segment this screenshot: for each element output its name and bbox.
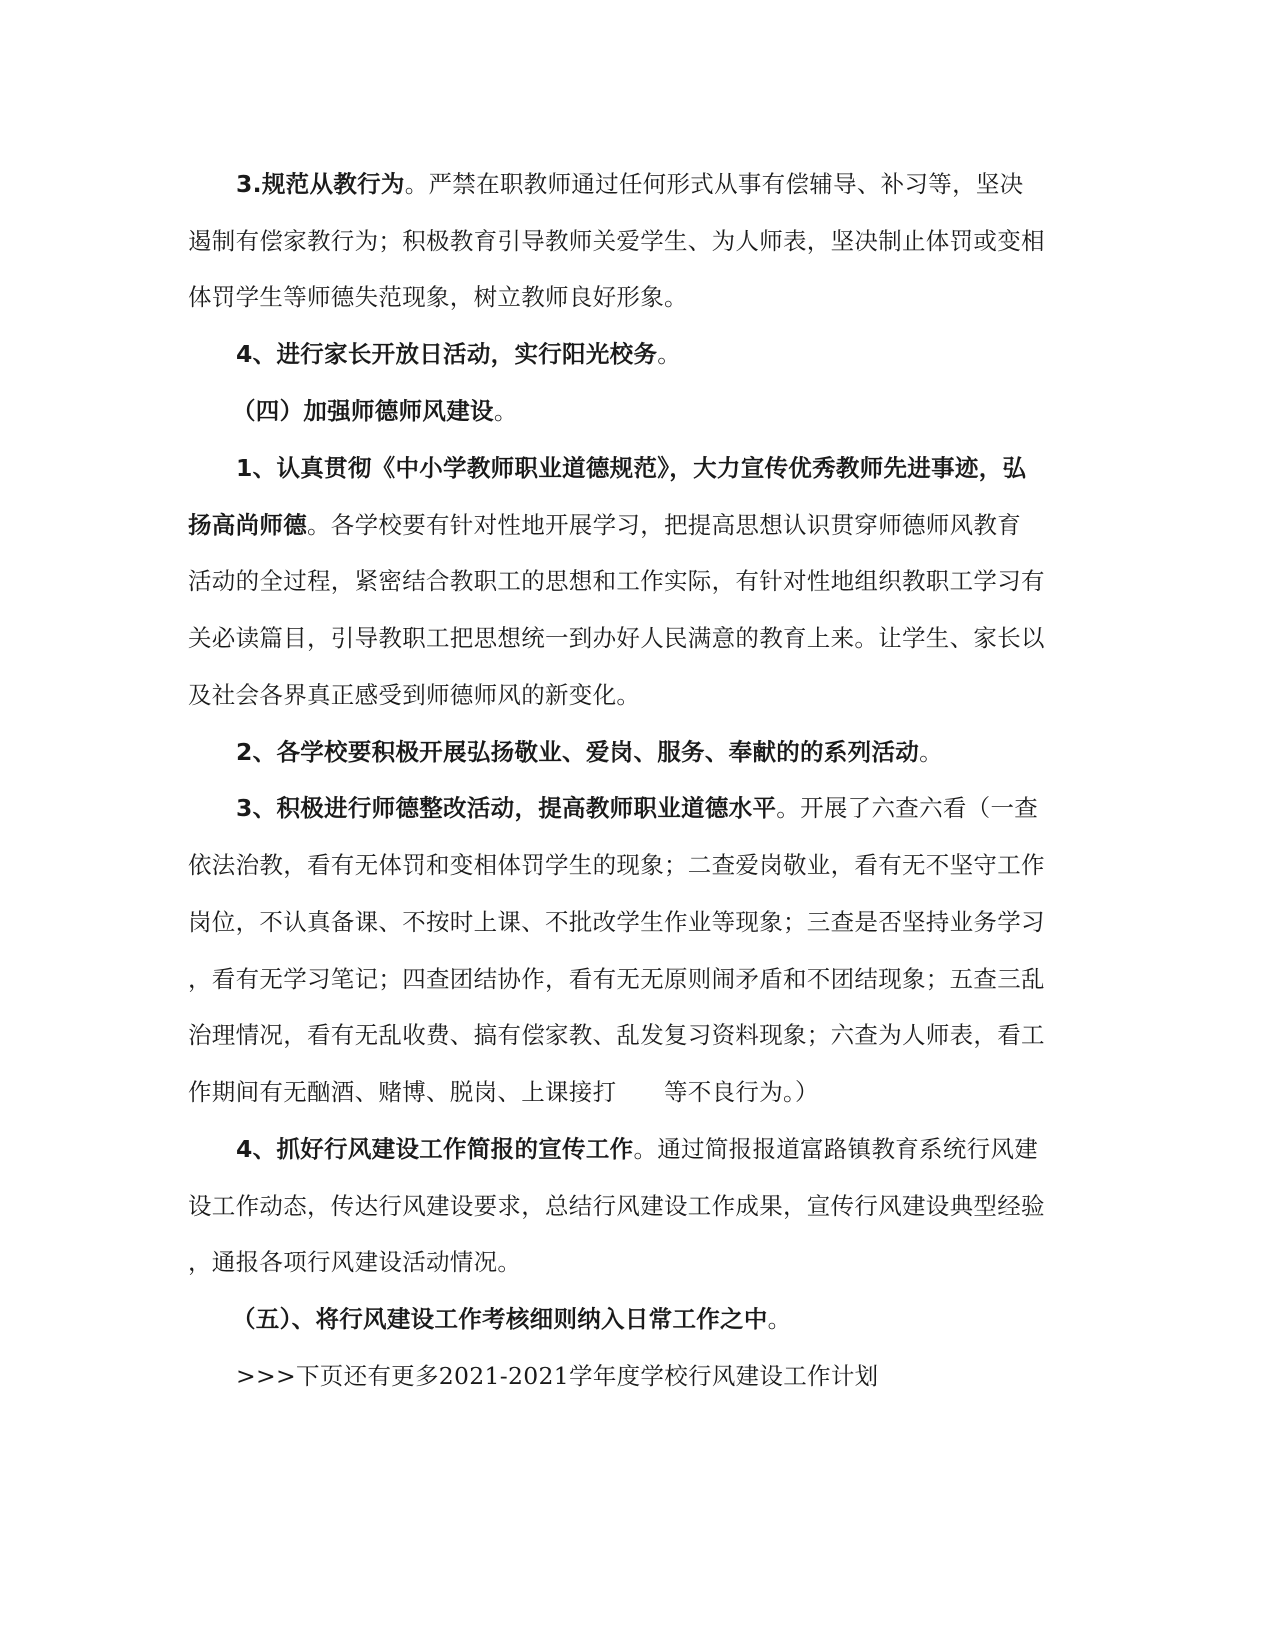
line-text: 治理情况，看有无乱收费、搞有偿家教、乱发复习资料现象；六查为人师表，看工 [188, 1021, 1045, 1049]
line-text: 。 [919, 738, 943, 766]
paragraph-line [236, 339, 681, 369]
paragraph-line [188, 1077, 819, 1107]
paragraph-line [188, 850, 1045, 880]
line-text: ，看有无学习笔记；四查团结协作，看有无无原则闹矛盾和不团结现象；五查三乱 [188, 965, 1045, 993]
bold-heading: （五）、将行风建设工作考核细则纳入日常工作之中 [232, 1305, 768, 1333]
paragraph-line [236, 169, 1024, 199]
paragraph-line [188, 907, 1045, 937]
line-text: 作期间有无酗酒、赌博、脱岗、上课接打 等不良行为。） [188, 1078, 819, 1106]
section-heading [232, 1304, 791, 1334]
line-text: 及社会各界真正感受到师德师风的新变化。 [188, 681, 641, 709]
bold-heading: 3.规范从教行为 [236, 170, 405, 198]
section-heading [232, 396, 518, 426]
paragraph-line [188, 680, 640, 710]
line-text: 。严禁在职教师通过任何形式从事有偿辅导、补习等，坚决 [404, 170, 1024, 198]
paragraph-line [188, 623, 1045, 653]
line-text: 遏制有偿家教行为；积极教育引导教师关爱学生、为人师表，坚决制止体罚或变相 [188, 227, 1045, 255]
line-text: 关必读篇目，引导教职工把思想统一到办好人民满意的教育上来。让学生、家长以 [188, 624, 1045, 652]
line-text: 。 [767, 1305, 792, 1333]
line-text: ，通报各项行风建设活动情况。 [188, 1248, 522, 1276]
paragraph-line [188, 1020, 1045, 1050]
bold-heading: 1、认真贯彻《中小学教师职业道德规范》，大力宣传优秀教师先进事迹，弘 [236, 454, 1027, 482]
paragraph-line [188, 282, 688, 312]
paragraph-line [188, 226, 1045, 256]
paragraph-line [188, 1191, 1045, 1221]
bold-heading: 扬高尚师德 [188, 511, 307, 539]
paragraph-line [188, 566, 1045, 596]
bold-heading: 3、积极进行师德整改活动，提高教师职业道德水平 [236, 794, 777, 822]
line-text: 。 [657, 340, 682, 368]
paragraph-line [188, 510, 1021, 540]
line-text: 岗位，不认真备课、不按时上课、不批改学生作业等现象；三查是否坚持业务学习 [188, 908, 1045, 936]
paragraph-line [236, 737, 943, 767]
bold-heading: （四）加强师德师风建设 [232, 397, 494, 425]
next-page-note [236, 1361, 878, 1391]
bold-heading: 4、抓好行风建设工作简报的宣传工作 [236, 1135, 634, 1163]
line-text: 设工作动态，传达行风建设要求，总结行风建设工作成果，宣传行风建设典型经验 [188, 1192, 1045, 1220]
bold-heading: 4、进行家长开放日活动，实行阳光校务 [236, 340, 658, 368]
paragraph-line [236, 453, 1026, 483]
line-text: 依法治教，看有无体罚和变相体罚学生的现象；二查爱岗敬业，看有无不坚守工作 [188, 851, 1045, 879]
line-text: >>>下页还有更多2021-2021学年度学校行风建设工作计划 [236, 1362, 879, 1390]
line-text: 。通过简报报道富路镇教育系统行风建 [633, 1135, 1039, 1163]
line-text: 。各学校要有针对性地开展学习，把提高思想认识贯穿师德师风教育 [307, 511, 1021, 539]
line-text: 。开展了六查六看（一查 [776, 794, 1039, 822]
line-text: 体罚学生等师德失范现象，树立教师良好形象。 [188, 283, 688, 311]
line-text: 。 [493, 397, 518, 425]
paragraph-line [188, 964, 1045, 994]
paragraph-line [236, 1134, 1038, 1164]
line-text: 活动的全过程，紧密结合教职工的思想和工作实际，有针对性地组织教职工学习有 [188, 567, 1045, 595]
paragraph-line [236, 793, 1038, 823]
bold-heading: 2、各学校要积极开展弘扬敬业、爱岗、服务、奉献的的系列活动 [236, 738, 920, 766]
paragraph-line [188, 1247, 521, 1277]
